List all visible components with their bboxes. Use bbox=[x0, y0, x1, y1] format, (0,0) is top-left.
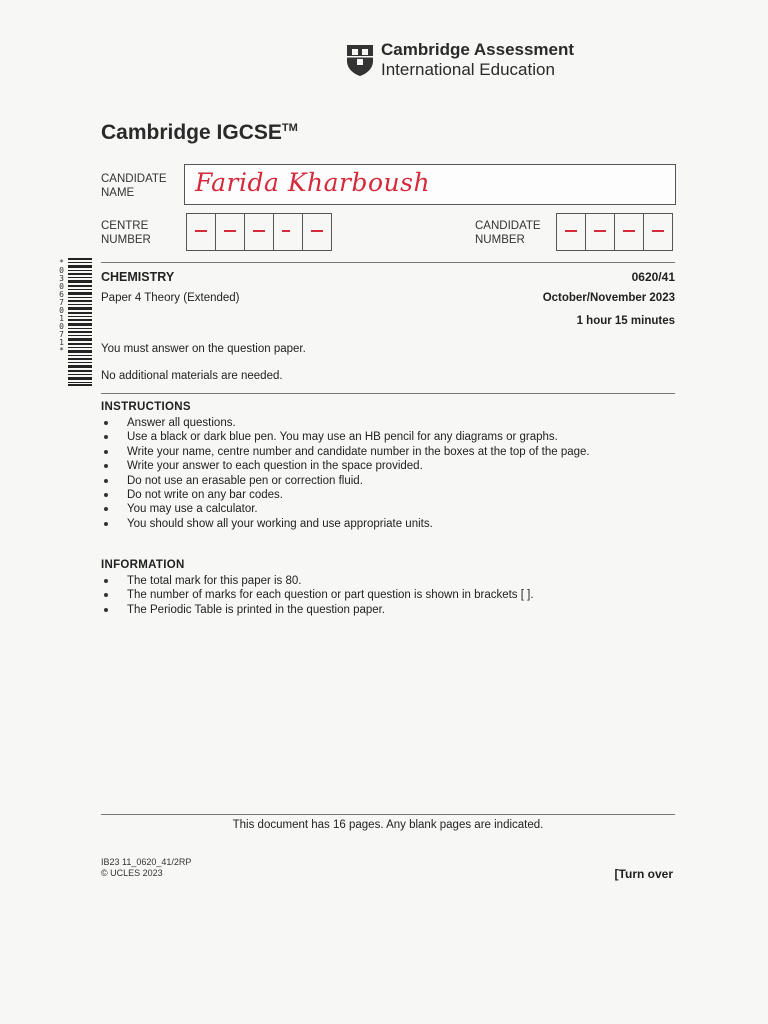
candidate-number-digit[interactable] bbox=[644, 213, 673, 251]
logo-line-2: International Education bbox=[381, 60, 555, 79]
list-item: You may use a calculator. bbox=[101, 502, 675, 516]
candidate-number-label bbox=[475, 219, 541, 247]
list-item: You should show all your working and use appropriate units. bbox=[101, 517, 675, 531]
crest-icon bbox=[345, 43, 375, 77]
document-reference: IB23 11_0620_41/2RP bbox=[101, 857, 192, 867]
page-count-note: This document has 16 pages. Any blank pages are indicated. bbox=[232, 819, 544, 831]
candidate-name-value: Farida Kharboush bbox=[195, 168, 431, 197]
candidate-number-field[interactable] bbox=[556, 213, 673, 249]
syllabus-code: 0620/41 bbox=[631, 270, 675, 284]
note-answer-on-paper: You must answer on the question paper. bbox=[101, 343, 306, 355]
instructions-list bbox=[101, 416, 675, 531]
candidate-number-label-line1: CANDIDATE bbox=[475, 220, 541, 232]
candidate-number-digit[interactable] bbox=[586, 213, 615, 251]
subject-title: CHEMISTRY bbox=[101, 270, 175, 284]
barcode-digits: *0306701071* bbox=[57, 258, 66, 354]
footer-divider bbox=[101, 814, 675, 815]
paper-title: Paper 4 Theory (Extended) bbox=[101, 292, 240, 304]
copyright: © UCLES 2023 bbox=[101, 868, 163, 878]
centre-number-digit[interactable] bbox=[216, 213, 245, 251]
list-item: The number of marks for each question or part question is shown in brackets [ ]. bbox=[101, 588, 675, 602]
list-item: The total mark for this paper is 80. bbox=[101, 574, 675, 588]
candidate-number-digit[interactable] bbox=[556, 213, 586, 251]
list-item: Do not write on any bar codes. bbox=[101, 488, 675, 502]
centre-number-digit[interactable] bbox=[303, 213, 332, 251]
barcode-icon bbox=[68, 258, 92, 386]
trademark: TM bbox=[281, 122, 298, 134]
candidate-name-label-line2: NAME bbox=[101, 187, 135, 199]
brand-name: Cambridge IGCSE bbox=[101, 121, 282, 144]
list-item: Use a black or dark blue pen. You may use an HB pencil for any diagrams or graphs. bbox=[101, 430, 675, 444]
candidate-number-digit[interactable] bbox=[615, 213, 644, 251]
page-title bbox=[101, 121, 298, 145]
information-heading: INFORMATION bbox=[101, 559, 185, 571]
candidate-number-label-line2: NUMBER bbox=[475, 234, 525, 246]
divider bbox=[101, 262, 675, 263]
centre-number-label bbox=[101, 219, 151, 247]
candidate-name-label-line1: CANDIDATE bbox=[101, 173, 167, 185]
list-item: Answer all questions. bbox=[101, 416, 675, 430]
instructions-heading: INSTRUCTIONS bbox=[101, 401, 191, 413]
centre-number-label-line2: NUMBER bbox=[101, 234, 151, 246]
turn-over-label: [Turn over bbox=[614, 867, 673, 881]
list-item: Write your answer to each question in the space provided. bbox=[101, 459, 675, 473]
centre-number-digit[interactable] bbox=[245, 213, 274, 251]
candidate-name-label bbox=[101, 172, 167, 200]
exam-session: October/November 2023 bbox=[542, 292, 675, 304]
list-item: Do not use an erasable pen or correction fluid. bbox=[101, 474, 675, 488]
logo-line-1: Cambridge Assessment bbox=[381, 40, 575, 59]
exam-duration: 1 hour 15 minutes bbox=[576, 315, 675, 327]
note-materials: No additional materials are needed. bbox=[101, 370, 283, 382]
list-item: The Periodic Table is printed in the question paper. bbox=[101, 603, 675, 617]
centre-number-digit[interactable] bbox=[186, 213, 216, 251]
centre-number-digit[interactable] bbox=[274, 213, 303, 251]
divider bbox=[101, 393, 675, 394]
list-item: Write your name, centre number and candidate number in the boxes at the top of the page. bbox=[101, 445, 675, 459]
candidate-name-field[interactable] bbox=[184, 164, 676, 205]
cambridge-logo bbox=[345, 40, 574, 80]
centre-number-field[interactable] bbox=[186, 213, 332, 249]
centre-number-label-line1: CENTRE bbox=[101, 220, 149, 232]
information-list bbox=[101, 574, 675, 617]
